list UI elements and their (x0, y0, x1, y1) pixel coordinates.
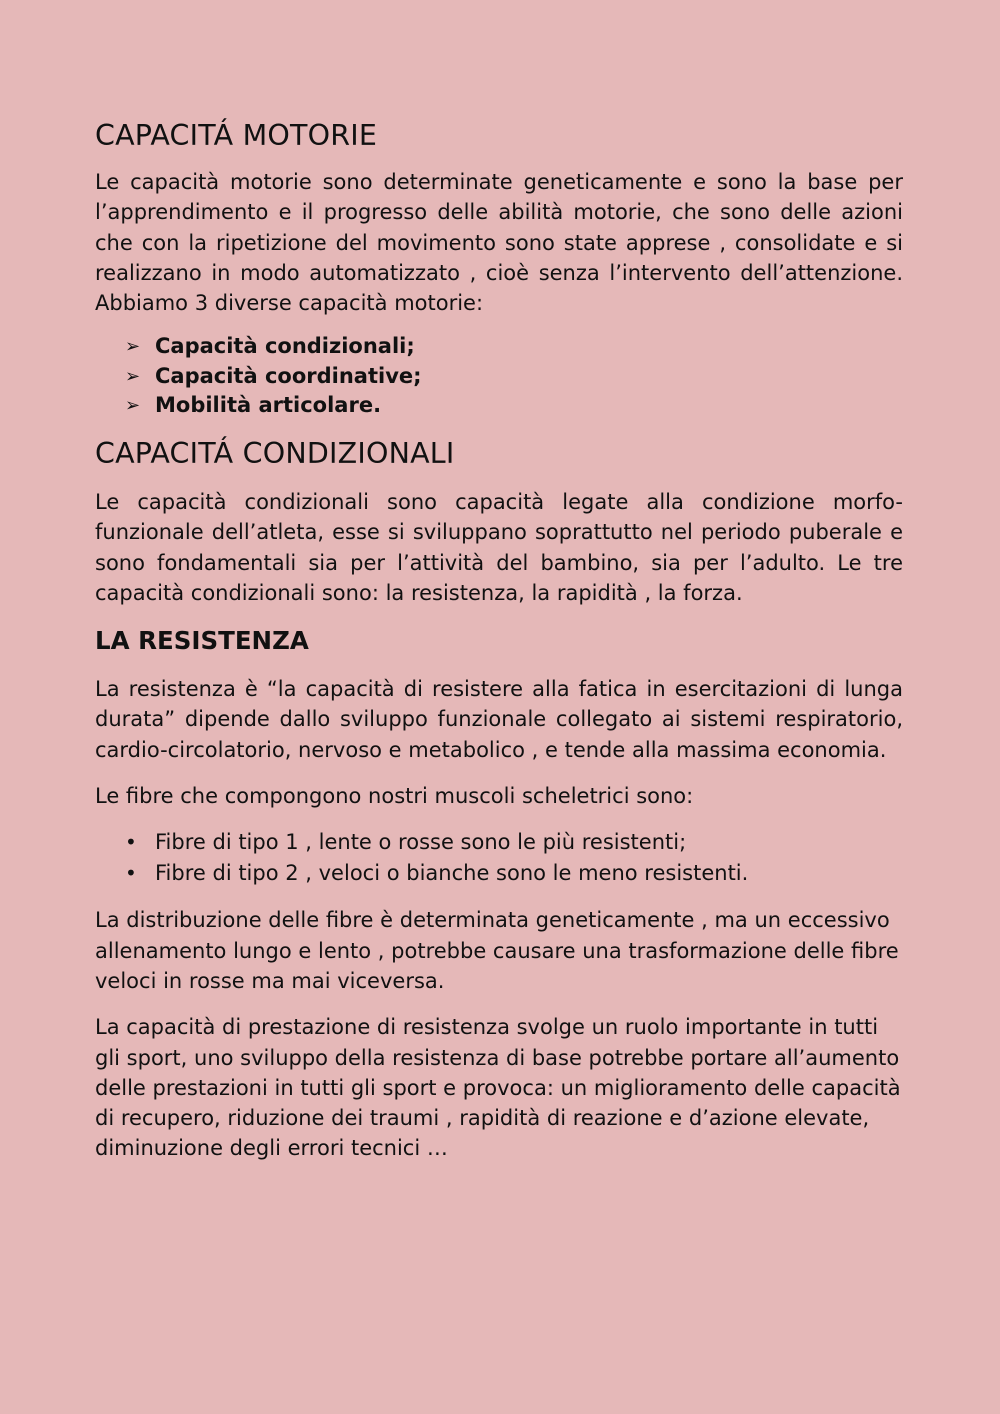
section-title-resistenza: LA RESISTENZA (95, 626, 309, 656)
bullet-icon: • (125, 861, 137, 886)
arrow-bullet-icon: ➢ (125, 336, 141, 358)
arrow-bullet-icon: ➢ (125, 365, 141, 387)
section-title-capacita-condizionali: CAPACITÁ CONDIZIONALI (95, 436, 455, 470)
paragraph-resistenza-definizione: La resistenza è “la capacità di resistere alla fatica in esercitazioni di lunga durata” dipende dallo sviluppo funzionale collegato ai sistemi respiratorio, cardio-circolatorio, nervoso e metabolico , e tende alla massima economia. (95, 677, 903, 762)
paragraph-distribuzione-fibre: La distribuzione delle fibre è determinata geneticamente , ma un eccessivo allenamento lungo e lento , potrebbe causare una trasformazione delle fibre veloci in rosse ma mai viceversa. (95, 908, 899, 993)
paragraph-capacita-condizionali: Le capacità condizionali sono capacità legate alla condizione morfo-funzionale dell’atleta, esse si sviluppano soprattutto nel periodo puberale e sono fondamentali sia per l’attività del bambino, sia per l’adulto. Le tre capacità condizionali sono: la resistenza, la rapidità , la forza. (95, 489, 903, 605)
list-item: • Fibre di tipo 2 , veloci o bianche sono le meno resistenti. (95, 858, 903, 889)
capacita-motorie-list (95, 332, 903, 421)
paragraph-fibre-intro: Le fibre che compongono nostri muscoli scheletrici sono: (95, 784, 694, 809)
bullet-icon: • (125, 830, 137, 855)
arrow-bullet-icon: ➢ (125, 395, 141, 417)
fibre-list (95, 827, 903, 889)
list-item: ➢ Mobilità articolare. (95, 391, 903, 421)
paragraph-capacita-motorie: Le capacità motorie sono determinate geneticamente e sono la base per l’apprendimento e il progresso delle abilità motorie, che sono delle azioni che con la ripetizione del movimento sono state apprese , consolidate e si realizzano in modo automatizzato , cioè senza l’intervento dell’attenzione. Abbiamo 3 diverse capacità motorie: (95, 170, 903, 316)
paragraph-prestazione-resistenza: La capacità di prestazione di resistenza svolge un ruolo importante in tutti gli sport, uno sviluppo della resistenza di base potrebbe portare all’aumento delle prestazioni in tutti gli sport e provoca: un miglioramento delle capacità di recupero, riduzione dei traumi , rapidità di reazione e d’azione elevate, diminuzione degli errori tecnici … (95, 1015, 901, 1161)
section-title-capacita-motorie: CAPACITÁ MOTORIE (95, 119, 378, 152)
list-item: • Fibre di tipo 1 , lente o rosse sono le più resistenti; (95, 827, 903, 858)
list-item: ➢ Capacità coordinative; (95, 362, 903, 392)
list-item: ➢ Capacità condizionali; (95, 332, 903, 362)
